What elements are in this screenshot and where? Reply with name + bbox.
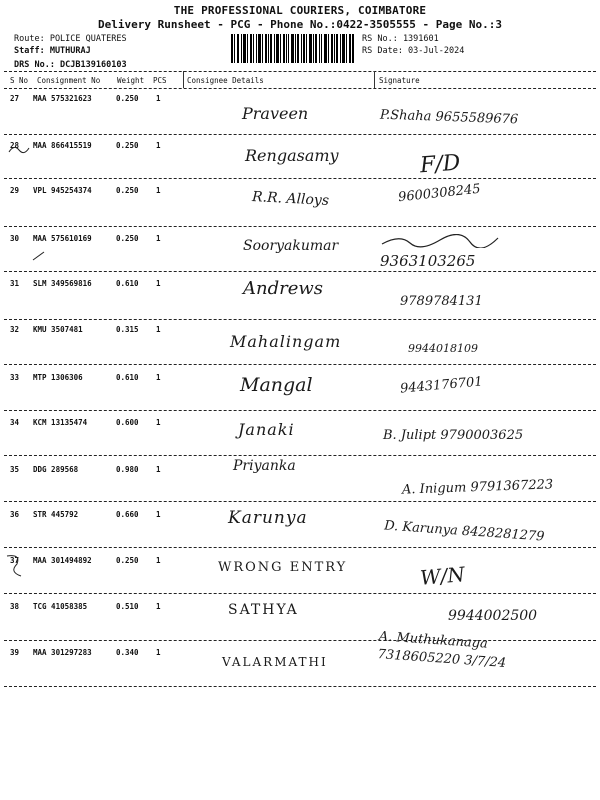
row-divider [4,455,596,456]
row-sno: 31 [10,279,20,288]
rs-number: RS No.: 1391601 [362,34,439,44]
row-consignment: TCG 41058385 [33,602,88,611]
row-pcs: 1 [156,325,161,334]
row-consignment: SLM 349569816 [33,279,92,288]
row-pcs: 1 [156,510,161,519]
row-signature-handwriting: 9443176701 [399,374,484,397]
row-sno: 28 [10,141,20,150]
row-consignment: MAA 301494892 [33,556,92,565]
row-signature-handwriting: A. Muthukanaga 7318605220 3/7/24 [377,629,507,672]
row-signature-handwriting: P.Shaha 9655589676 [379,107,519,128]
row-weight: 0.510 [116,602,139,611]
header-separator [4,88,596,89]
rs-date: RS Date: 03-Jul-2024 [362,46,465,56]
row-consignment: MAA 575321623 [33,94,92,103]
row-pcs: 1 [156,94,161,103]
row-divider [4,686,596,687]
row-consignment: DDG 289568 [33,465,79,474]
row-consignee-handwriting: Karunya [228,508,308,528]
row-consignment: MAA 575610169 [33,234,92,243]
row-consignee-handwriting: VALARMATHI [222,655,328,669]
row-sno: 29 [10,186,20,195]
row-consignee-handwriting: Priyanka [233,458,296,474]
row-sno: 35 [10,465,20,474]
row-divider [4,178,596,179]
row-consignee-handwriting: Sooryakumar [243,238,339,254]
row-weight: 0.340 [116,648,139,657]
row-divider [4,410,596,411]
row-consignee-handwriting: Mahalingam [230,332,342,351]
row-signature-handwriting: 9363103265 [380,252,476,270]
row-sno: 30 [10,234,20,243]
row-signature-handwriting: D. Karunya 8428281279 [383,518,545,545]
row-consignment: MAA 866415519 [33,141,92,150]
header-consignee: Consignee Details [187,76,264,85]
row-consignee-handwriting: WRONG ENTRY [218,560,348,575]
barcode-icon [231,34,354,63]
row-sno: 39 [10,648,20,657]
row-sno: 33 [10,373,20,382]
row-signature-handwriting: B. Julipt 9790003625 [383,428,524,443]
row-pcs: 1 [156,279,161,288]
row-consignee-handwriting: Praveen [242,104,309,123]
row-consignment: KCM 13135474 [33,418,88,427]
row-pcs: 1 [156,418,161,427]
row-signature-handwriting: 9944002500 [448,608,538,624]
row-consignment: VPL 945254374 [33,186,92,195]
row-divider [4,319,596,320]
row-pcs: 1 [156,141,161,150]
row-divider [4,271,596,272]
signature-scribble-icon [380,234,500,248]
row-weight: 0.250 [116,94,139,103]
row-weight: 0.610 [116,373,139,382]
row-divider [4,364,596,365]
column-divider [374,71,375,88]
row-pcs: 1 [156,373,161,382]
row-consignee-handwriting: Andrews [243,278,324,299]
row-weight: 0.250 [116,141,139,150]
row-pcs: 1 [156,648,161,657]
row-pcs: 1 [156,465,161,474]
row-divider [4,593,596,594]
pen-tick-icon [32,250,46,262]
row-consignee-handwriting: SATHYA [228,602,299,618]
row-weight: 0.610 [116,279,139,288]
column-divider [183,71,184,88]
row-divider [4,547,596,548]
row-signature-handwriting: 9600308245 [397,181,482,206]
row-pcs: 1 [156,556,161,565]
row-weight: 0.315 [116,325,139,334]
header-sno: S No [10,76,29,85]
row-sno: 34 [10,418,20,427]
row-consignee-handwriting: Mangal [240,374,313,396]
row-consignee-handwriting: R.R. Alloys [251,188,330,210]
row-weight: 0.980 [116,465,139,474]
row-divider [4,134,596,135]
row-consignment: STR 445792 [33,510,79,519]
row-pcs: 1 [156,602,161,611]
row-sno: 37 [10,556,20,565]
pen-scribble-icon [8,142,30,156]
header-pcs: PCS [153,76,167,85]
runsheet-subtitle: Delivery Runsheet - PCG - Phone No.:0422-3505555 - Page No.:3 [98,18,502,31]
route-label: Route: POLICE QUATERES [14,34,127,44]
row-signature-handwriting: W/N [419,562,466,590]
header-signature: Signature [379,76,420,85]
row-signature-handwriting: F/D [419,150,462,179]
row-pcs: 1 [156,234,161,243]
row-weight: 0.600 [116,418,139,427]
header-weight: Weight [117,76,145,85]
row-divider [4,501,596,502]
row-weight: 0.250 [116,234,139,243]
row-consignee-handwriting: Janaki [238,420,295,439]
row-signature-handwriting: 9944018109 [408,342,478,355]
header-consignment: Consignment No [37,76,101,85]
row-sno: 38 [10,602,20,611]
table-top-border [4,71,596,72]
staff-label: Staff: MUTHURAJ [14,46,91,56]
drs-number: DRS No.: DCJB139160103 [14,60,127,70]
row-consignee-handwriting: Rengasamy [245,146,339,165]
row-weight: 0.660 [116,510,139,519]
row-sno: 27 [10,94,20,103]
row-consignment: KMU 3507481 [33,325,83,334]
row-signature-handwriting: 9789784131 [400,294,483,309]
row-divider [4,226,596,227]
row-signature-handwriting: A. Inigum 9791367223 [401,477,554,498]
row-weight: 0.250 [116,186,139,195]
row-consignment: MTP 1306306 [33,373,83,382]
row-weight: 0.250 [116,556,139,565]
pen-scribble-icon [3,552,27,578]
row-sno: 36 [10,510,20,519]
row-pcs: 1 [156,186,161,195]
company-title: THE PROFESSIONAL COURIERS, COIMBATORE [173,4,427,17]
row-sno: 32 [10,325,20,334]
row-consignment: MAA 301297283 [33,648,92,657]
